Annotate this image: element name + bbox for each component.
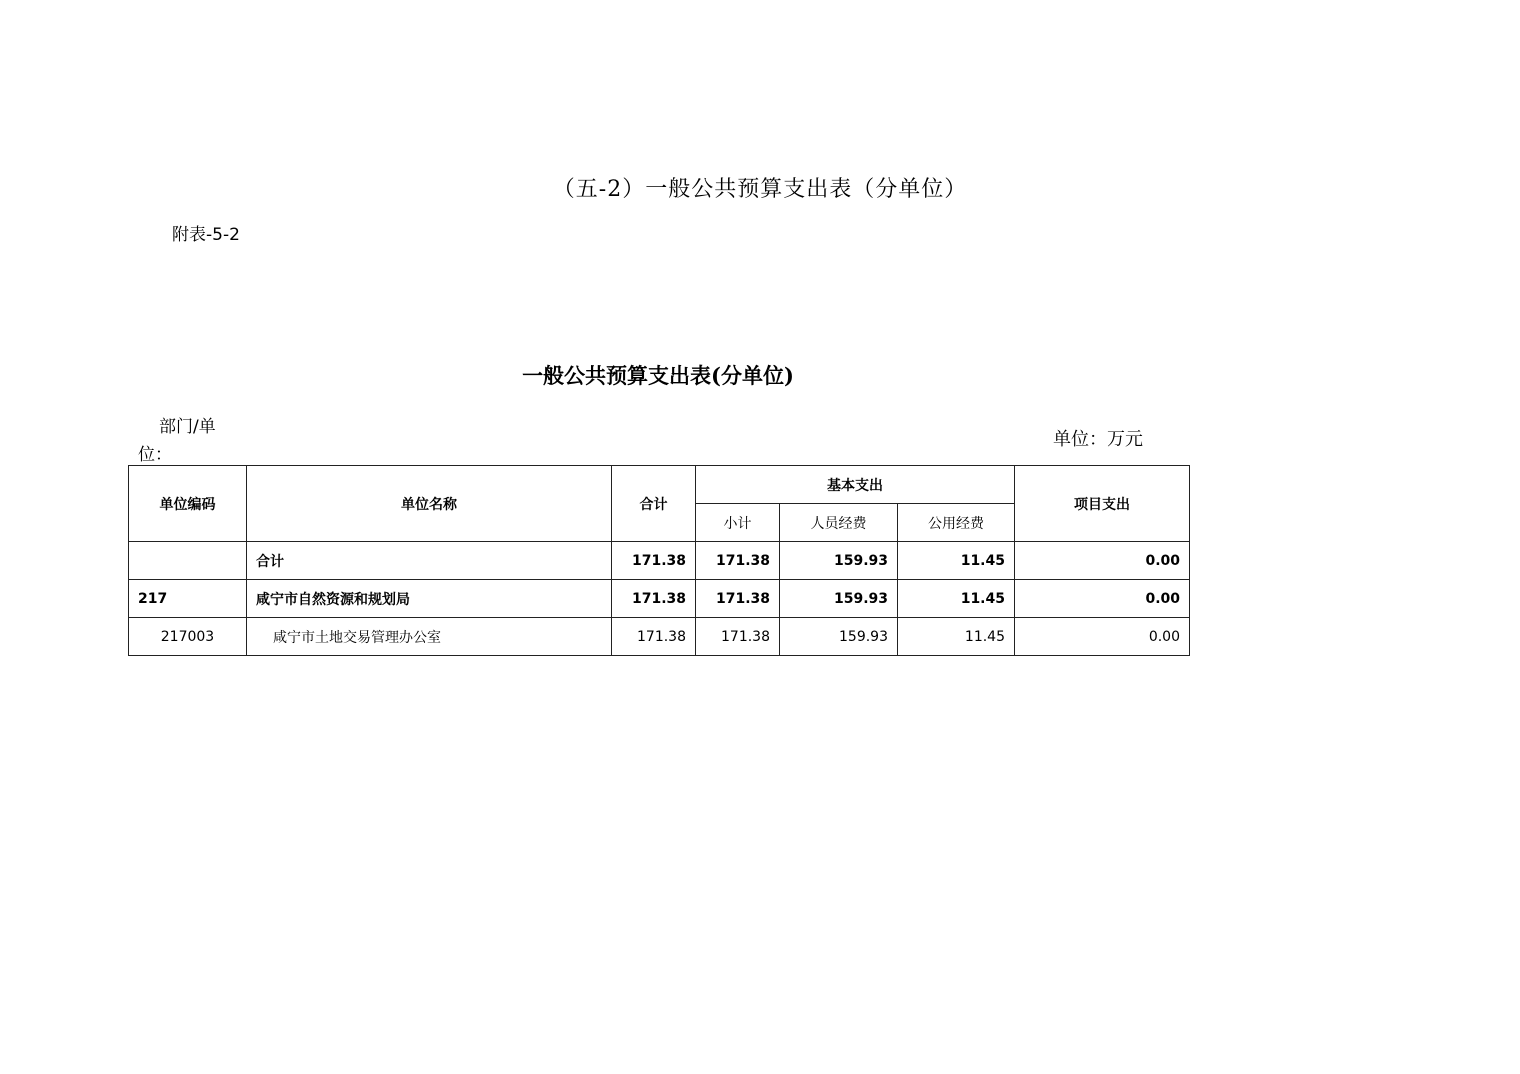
row-personnel: 159.93 [780, 618, 898, 656]
attachment-label: 附表-5-2 [172, 225, 240, 245]
department-label: 部门/单 [159, 417, 216, 437]
row-subtotal: 171.38 [696, 580, 780, 618]
row-project: 0.00 [1015, 542, 1190, 580]
row-personnel: 159.93 [780, 542, 898, 580]
row-name: 合计 [247, 542, 612, 580]
row-public: 11.45 [898, 542, 1015, 580]
row-subtotal: 171.38 [696, 618, 780, 656]
budget-table [128, 465, 1190, 656]
header-name: 单位名称 [247, 466, 612, 542]
header-code: 单位编码 [129, 466, 247, 542]
document-title: （五-2）一般公共预算支出表（分单位） [552, 177, 968, 202]
table-row [129, 618, 1190, 656]
row-public: 11.45 [898, 618, 1015, 656]
row-total: 171.38 [612, 580, 696, 618]
row-name: 咸宁市土地交易管理办公室 [247, 618, 612, 656]
department-label-continued: 位： [138, 445, 172, 465]
row-project: 0.00 [1015, 618, 1190, 656]
header-project: 项目支出 [1015, 466, 1190, 542]
table-row [129, 542, 1190, 580]
unit-label: 单位：万元 [1053, 429, 1143, 450]
row-public: 11.45 [898, 580, 1015, 618]
row-name: 咸宁市自然资源和规划局 [247, 580, 612, 618]
header-personnel: 人员经费 [780, 504, 898, 542]
row-project: 0.00 [1015, 580, 1190, 618]
row-subtotal: 171.38 [696, 542, 780, 580]
table-row [129, 580, 1190, 618]
row-total: 171.38 [612, 542, 696, 580]
header-public: 公用经费 [898, 504, 1015, 542]
row-personnel: 159.93 [780, 580, 898, 618]
header-basic: 基本支出 [696, 466, 1015, 504]
header-subtotal: 小计 [696, 504, 780, 542]
row-code [129, 542, 247, 580]
row-code: 217003 [129, 618, 247, 656]
header-row [129, 466, 1190, 504]
row-code: 217 [129, 580, 247, 618]
row-total: 171.38 [612, 618, 696, 656]
table-title: 一般公共预算支出表(分单位) [522, 363, 794, 388]
header-total: 合计 [612, 466, 696, 542]
